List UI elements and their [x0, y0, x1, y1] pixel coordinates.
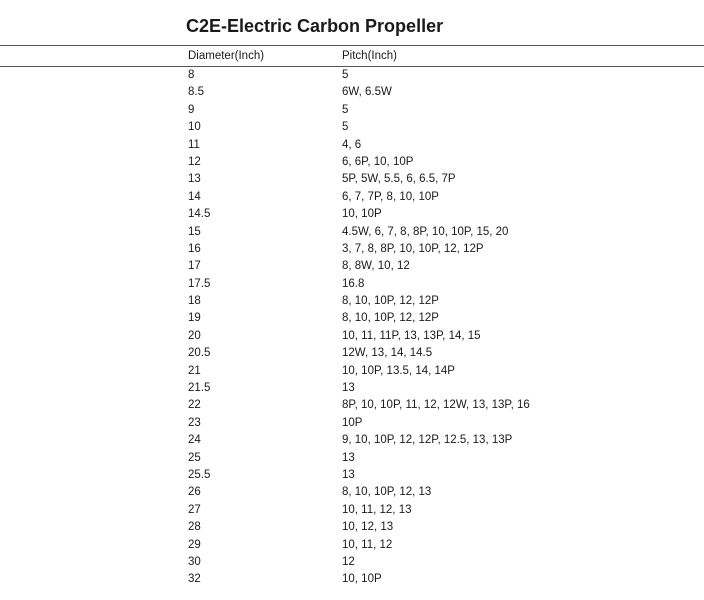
diameter-cell: 23: [188, 416, 201, 429]
diameter-cell: 32: [188, 573, 201, 586]
table-row: [188, 537, 688, 554]
pitch-column-header: Pitch(Inch): [342, 50, 397, 62]
diameter-cell: 28: [188, 521, 201, 534]
table-row: [188, 467, 688, 484]
page-title: C2E-Electric Carbon Propeller: [186, 16, 444, 36]
diameter-cell: 21: [188, 364, 201, 377]
pitch-cell: 10, 10P: [342, 208, 382, 221]
diameter-cell: 20: [188, 329, 201, 342]
pitch-cell: 8, 10, 10P, 12, 13: [342, 486, 432, 499]
diameter-cell: 16: [188, 242, 201, 255]
table-row: [188, 345, 688, 362]
table-row: [188, 415, 688, 432]
diameter-cell: 18: [188, 295, 201, 308]
table-row: [188, 241, 688, 258]
pitch-cell: 9, 10, 10P, 12, 12P, 12.5, 13, 13P: [342, 434, 513, 447]
pitch-cell: 13: [342, 451, 355, 464]
table-row: [188, 119, 688, 136]
table-row: [188, 363, 688, 380]
diameter-cell: 25: [188, 451, 201, 464]
diameter-cell: 13: [188, 173, 201, 186]
pitch-cell: 8P, 10, 10P, 11, 12, 12W, 13, 13P, 16: [342, 399, 530, 412]
pitch-cell: 3, 7, 8, 8P, 10, 10P, 12, 12P: [342, 242, 484, 255]
diameter-cell: 29: [188, 538, 201, 551]
table-row: [188, 519, 688, 536]
diameter-cell: 19: [188, 312, 201, 325]
table-row: [188, 380, 688, 397]
diameter-cell: 12: [188, 155, 201, 168]
diameter-cell: 21.5: [188, 382, 211, 395]
pitch-cell: 10, 10P, 13.5, 14, 14P: [342, 364, 455, 377]
pitch-cell: 13: [342, 382, 355, 395]
diameter-cell: 27: [188, 503, 201, 516]
table-header-row: [188, 47, 688, 66]
pitch-cell: 4.5W, 6, 7, 8, 8P, 10, 10P, 15, 20: [342, 225, 509, 238]
table-row: [188, 397, 688, 414]
pitch-cell: 10, 11, 12, 13: [342, 503, 412, 516]
table-row: [188, 206, 688, 223]
diameter-column-header: Diameter(Inch): [188, 50, 265, 62]
diameter-cell: 10: [188, 121, 201, 134]
table-row: [188, 84, 688, 101]
pitch-cell: 16.8: [342, 277, 365, 290]
pitch-cell: 10P: [342, 416, 363, 429]
diameter-cell: 17: [188, 260, 201, 273]
table-row: [188, 502, 688, 519]
pitch-cell: 10, 10P: [342, 573, 382, 586]
table-row: [188, 328, 688, 345]
diameter-cell: 26: [188, 486, 201, 499]
table-row: [188, 258, 688, 275]
pitch-cell: 12: [342, 555, 355, 568]
diameter-cell: 11: [188, 138, 200, 151]
table-row: [188, 189, 688, 206]
diameter-cell: 25.5: [188, 468, 211, 481]
diameter-cell: 14.5: [188, 208, 211, 221]
table-row: [188, 571, 688, 588]
title-divider: [0, 45, 704, 46]
table-row: [188, 293, 688, 310]
diameter-cell: 24: [188, 434, 201, 447]
table-row: [188, 310, 688, 327]
diameter-cell: 14: [188, 190, 201, 203]
pitch-cell: 8, 10, 10P, 12, 12P: [342, 312, 439, 325]
diameter-cell: 8: [188, 69, 195, 81]
table-row: [188, 276, 688, 293]
pitch-cell: 10, 11, 11P, 13, 13P, 14, 15: [342, 329, 481, 342]
pitch-cell: 8, 10, 10P, 12, 12P: [342, 295, 439, 308]
table-row: [188, 137, 688, 154]
table-row: [188, 171, 688, 188]
diameter-cell: 22: [188, 399, 201, 412]
propeller-spec-table: [188, 47, 688, 589]
pitch-cell: 6W, 6.5W: [342, 86, 392, 99]
table-row: [188, 67, 688, 84]
diameter-cell: 30: [188, 555, 201, 568]
diameter-cell: 9: [188, 103, 195, 116]
table-row: [188, 154, 688, 171]
table-row: [188, 432, 688, 449]
diameter-cell: 17.5: [188, 277, 211, 290]
table-row: [188, 102, 688, 119]
table-body: [188, 67, 688, 589]
pitch-cell: 8, 8W, 10, 12: [342, 260, 410, 273]
pitch-cell: 5: [342, 103, 349, 116]
pitch-cell: 5: [342, 69, 349, 81]
pitch-cell: 10, 11, 12: [342, 538, 393, 551]
pitch-cell: 12W, 13, 14, 14.5: [342, 347, 433, 360]
pitch-cell: 10, 12, 13: [342, 521, 394, 534]
pitch-cell: 6, 6P, 10, 10P: [342, 155, 414, 168]
pitch-cell: 4, 6: [342, 138, 362, 151]
pitch-cell: 5P, 5W, 5.5, 6, 6.5, 7P: [342, 173, 456, 186]
table-row: [188, 450, 688, 467]
pitch-cell: 5: [342, 121, 349, 134]
diameter-cell: 15: [188, 225, 201, 238]
pitch-cell: 6, 7, 7P, 8, 10, 10P: [342, 190, 439, 203]
table-row: [188, 484, 688, 501]
diameter-cell: 20.5: [188, 347, 211, 360]
diameter-cell: 8.5: [188, 86, 204, 99]
pitch-cell: 13: [342, 468, 355, 481]
table-row: [188, 554, 688, 571]
table-row: [188, 224, 688, 241]
